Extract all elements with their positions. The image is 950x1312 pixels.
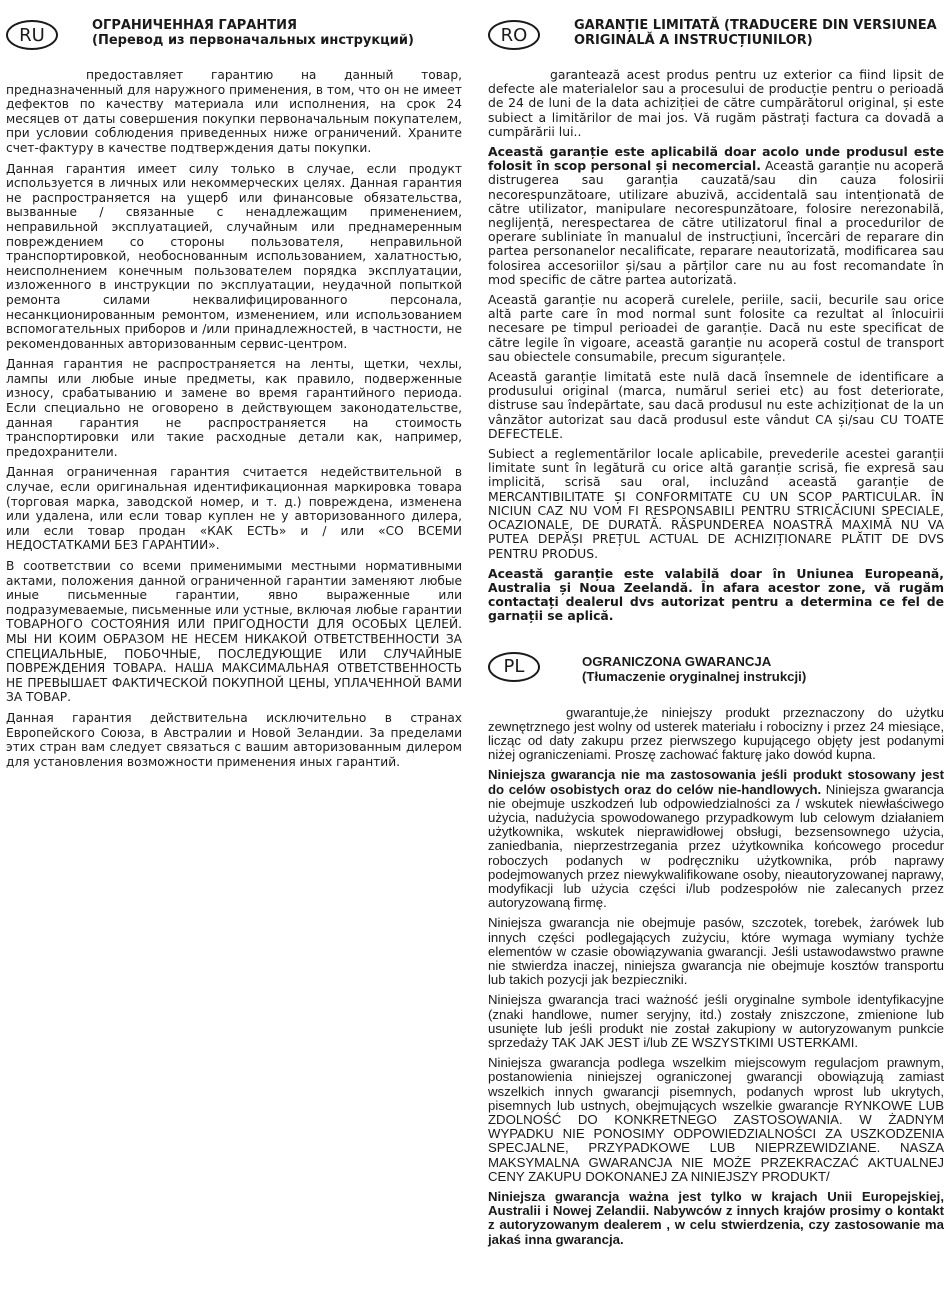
- paragraph-ru-1: предоставляет гарантию на данный товар, предназначенный для наружного применения, в том, что он не имеет дефектов по качеству материала или исполнения, на срок 24 месяцев от даты совершения покупки первоначальным покупателем, при условии соблюдения приведенных ниже ограничений. Храните счет-фактуру в качестве подтверждения даты покупки.: [6, 68, 462, 155]
- paragraph-ru-6: Данная гарантия действительна исключительно в странах Европейского Союза, в Австралии и Новой Зеландии. За пределами этих стран вам следует связаться с вашим авторизованным дилером для установления возможности применения иных гарантий.: [6, 710, 462, 769]
- section-title-pl: OGRANICZONA GWARANCJA: [582, 653, 772, 669]
- paragraph-ru-2: Данная гарантия имеет силу только в случае, если продукт используется в личных или некоммерческих целях. Данная гарантия не распространяется на ущерб или финансовые обязательства, вызванные / связанные с ненадлежащим применением, неправильной эксплуатацией, случайным или преднамеренным повреждением со стороны пользователя, неправильной транспортировкой, необоснованным использованием, халатностью, неисполнением конечным пользователем порядка эксплуатации, изложенного в инструкции по эксплуатации, неудачной попыткой ремонта силами неквалифицированного персонала, несанкционированным ремонтом, изменением, или использованием вспомогательных приборов и /или принадлежностей, в частности, не рекомендованных авторизованным сервис-центром.: [6, 161, 462, 351]
- paragraph-ro-2: [488, 145, 944, 287]
- paragraph-pl-6: Niniejsza gwarancja ważna jest tylko w krajach Unii Europejskiej, Australii i Nowej Zelandii. Nabywców z innych krajów prosimy o kontakt z autoryzowanym dealerem , w celu stwierdzenia, czy zastosowanie ma jakaś inna gwarancja.: [488, 1189, 944, 1247]
- paragraph-ro-3: Această garanție nu acoperă curelele, periile, sacii, becurile sau orice altă parte care în mod normal sunt folosite ca rezultat al înlocuirii necesare pe timpul perioadei de garanție. Dacă nu este specificat de către legile în vigoare, această garanție nu acoperă costul de transport sau obiectele consumabile, precum siguranțele.: [488, 292, 944, 364]
- section-pl: [488, 650, 944, 1247]
- language-badge-pl: PL: [488, 652, 540, 682]
- section-title-ru: ОГРАНИЧЕННАЯ ГАРАНТИЯ: [92, 18, 297, 33]
- column-left: [6, 18, 462, 775]
- section-ro: [488, 18, 944, 624]
- paragraph-pl-1: gwarantuje,że niniejszy produkt przeznaczony do użytku zewnętrznego jest wolny od usterek materiału i robocizny i przez 24 miesiące, licząc od daty zakupu przez pierwszego kupującego objęty jest podanymi niżej ograniczeniami. Proszę zachować fakturę jako dowód kupna.: [488, 704, 944, 763]
- section-titles-ro: [574, 18, 937, 48]
- paragraph-ro-2-rest: Această garanție nu acoperă distrugerea sau garanția cauzată/sau din cauza folosirii necorespunzătoare, utilizare abuzivă, accidentală sau intenționată de către utilizator, manipulare necorespunzătoare, folosire nerezonabilă, neglijență, nerespectarea de către utilizatorul final a procedurilor de operare subliniate în manualul de instrucțiuni, încercări de reparare din partea personanelor necalificate, reparare neautorizată, modificarea sau folosirea accesoriilor și/sau a părților care nu au fost recomandate în mod specific de către partea autorizată.: [488, 158, 944, 287]
- paragraph-ru-4: Данная ограниченная гарантия считается недействительной в случае, если оригинальная идентификационная маркировка товара (торговая марка, заводской номер, и т. д.) повреждена, изменена или удалена, или если товар куплен не у авторизованного дилера, или если товар продан «КАК ЕСТЬ» и / или «СО ВСЕМИ НЕДОСТАТКАМИ БЕЗ ГАРАНТИИ».: [6, 465, 462, 553]
- paragraph-pl-4: Niniejsza gwarancja traci ważność jeśli oryginalne symbole identyfikacyjne (znaki handlowe, numer seryjny, itd.) zostały zniszczone, zmienione lub usunięte lub jeśli produkt nie został zakupiony w autoryzowanym punkcie sprzedaży TAK JAK JEST i/lub ZE WSZYSTKIMI USTERKAMI.: [488, 992, 944, 1050]
- paragraph-ro-1: garantează acest produs pentru uz exterior ca fiind lipsit de defecte ale materialelor sau a procesului de producție pentru o perioadă de 24 de luni de la data achiziției de către cumpărătorul original, și este subiect a limitărilor de mai jos. Vă rugăm păstrați factura ca dovadă a cumpărării lui..: [488, 67, 944, 139]
- paragraph-ro-6: Această garanție este valabilă doar în Uniunea Europeană, Australia și Noua Zeelandă. În afara acestor zone, vă rugăm contactați dealerul dvs autorizat pentru a determina ce fel de garnații se aplică.: [488, 565, 944, 624]
- paragraph-ru-5: В соответствии со всеми применимыми местными нормативными актами, положения данной ограниченной гарантии заменяют любые иные письменные гарантии, явно выраженные или подразумеваемые, письменные или устные, включая любые гарантии ТОВАРНОГО СОСТОЯНИЯ ИЛИ ПРИГОДНОСТИ ДЛЯ ОСОБЫХ ЦЕЛЕЙ. МЫ НИ КОИМ ОБРАЗОМ НЕ НЕСЕМ НИКАКОЙ ОТВЕТСТВЕННОСТИ ЗА СПЕЦИАЛЬНЫЕ, ПОБОЧНЫЕ, ПОСЛЕДУЮЩИЕ ИЛИ СЛУЧАЙНЫЕ ПОВРЕЖДЕНИЯ ТОВАРА. НАША МАКСИМАЛЬНАЯ ОТВЕТСТВЕННОСТЬ НЕ ПРЕВЫШАЕТ ФАКТИЧЕСКОЙ ПОКУПНОЙ ЦЕНЫ, УПЛАЧЕННОЙ ВАМИ ЗА ТОВАР.: [6, 559, 462, 705]
- section-header-ro: [488, 18, 944, 68]
- section-ru: [6, 18, 462, 769]
- section-title-ro: GARANȚIE LIMITATĂ (TRADUCERE DIN VERSIUNEA: [574, 18, 937, 33]
- section-header-ru: [6, 18, 462, 68]
- paragraph-pl-5: Niniejsza gwarancja podlega wszelkim miejscowym regulacjom prawnym, postanowienia niniejszej ograniczonej gwarancji obowiązują zamiast wszelkich innych gwarancji pisemnych, podanych wprost lub ukrytych, pisemnych lub ustnych, obejmujących wszelkie gwarancje RYNKOWE LUB ZDOLNOŚĆ DO KONKRETNEGO ZASTOSOWANIA. W ŻADNYM WYPADKU NIE PONOSIMY ODPOWIEDZIALNOŚCI ZA USZKODZENIA SPECJALNE, PRZYPADKOWE LUB NIEPRZEWIDZIANE. NASZA MAKSYMALNA GWARANCJA NIE MOŻE PRZEKRACZAĆ AKTUALNEJ CENY ZAKUPU DOKONANEJ ZA NINIEJSZY PRODUKT/: [488, 1055, 944, 1184]
- paragraph-pl-2-rest: Niniejsza gwarancja nie obejmuje uszkodzeń lub odpowiedzialności za / wskutek niewłaściwego użycia, nadużycia spowodowanego przypadkowym lub celowym działaniem użytkownika, wskutek nieprawidłowej obsługi, bezsensownego użycia, zaniedbania, nieprzestrzegania przez użytkownika końcowego procedur roboczych podanych w podręczniku użytkownika, prób naprawy podejmowanych przez niewykwalifikowane osoby, nieautoryzowanej naprawy, modyfikacji lub użycia części i/lub podzespołów nie zalecanych przez autoryzowaną firmę.: [488, 781, 944, 911]
- section-subtitle-pl: (Tłumaczenie oryginalnej instrukcji): [582, 668, 807, 684]
- language-badge-ro: RO: [488, 20, 540, 50]
- section-titles-ru: [92, 18, 414, 48]
- language-badge-ru: RU: [6, 20, 58, 50]
- paragraph-pl-3: Niniejsza gwarancja nie obejmuje pasów, szczotek, torebek, żarówek lub innych części podlegających zużyciu, które wymaga wymiany tychże elementów w czasie obowiązywania gwarancji. Jeśli ustawodawstwo prawne nie stwierdza inaczej, niniejsza gwarancja nie obejmuje kosztów transportu lub takich pozycji jak bezpieczniki.: [488, 915, 944, 988]
- section-subtitle-ro: ORIGINALĂ A INSTRUCȚIUNILOR): [574, 33, 813, 48]
- paragraph-ru-3: Данная гарантия не распространяется на ленты, щетки, чехлы, лампы или любые иные предметы, как правило, подверженные износу, срабатыванию и замене во время гарантийного периода. Если специально не оговорено в действующем законодательстве, данная гарантия не распространяется на стоимость транспортировки или такие расходные детали как, например, предохранители.: [6, 357, 462, 459]
- section-header-pl: [488, 650, 944, 706]
- paragraph-ro-5: Subiect a reglementărilor locale aplicabile, prevederile acestei garanții limitate sunt în legătură cu orice altă garanție scrisă, fie expresă sau implicită, scrisă sau oral, incluzând această garanție de MERCANTIBILITATE ȘI CONFORMITATE CU UN SCOP PARTICULAR. ÎN NICIUN CAZ NU VOM FI RESPONSABILI PENTRU STRICĂCIUNI SPECIALE, OCAZIONALE, DE DURATĂ. RĂSPUNDEREA NOASTRĂ MAXIMĂ NU VA PUTEA DEPĂȘI PREȚUL ACTUAL DE ACHIZIȚIONARE PLĂTIT DE DVS PENTRU PRODUS.: [488, 446, 944, 561]
- section-subtitle-ru: (Перевод из первоначальных инструкций): [92, 33, 414, 48]
- paragraph-ro-2-bold: Această garanție este aplicabilă doar acolo unde produsul este folosit în scop personal și necomercial.: [488, 144, 944, 174]
- paragraph-pl-2: [488, 768, 944, 910]
- paragraph-pl-2-bold: Niniejsza gwarancja nie ma zastosowania jeśli produkt stosowany jest do celów osobistych oraz do celów nie-handlowych.: [488, 767, 944, 797]
- column-right: [488, 18, 944, 1253]
- paragraph-ro-4: Această garanție limitată este nulă dacă însemnele de identificare a produsului original (marca, numărul seriei etc) au fost deteriorate, distruse sau îndepărtate, sau dacă produsul nu este achiziționat de la un vânzător autorizat sau dacă produsul este vândut CA și/sau CU TOATE DEFECTELE.: [488, 369, 944, 441]
- section-titles-pl: [582, 654, 806, 684]
